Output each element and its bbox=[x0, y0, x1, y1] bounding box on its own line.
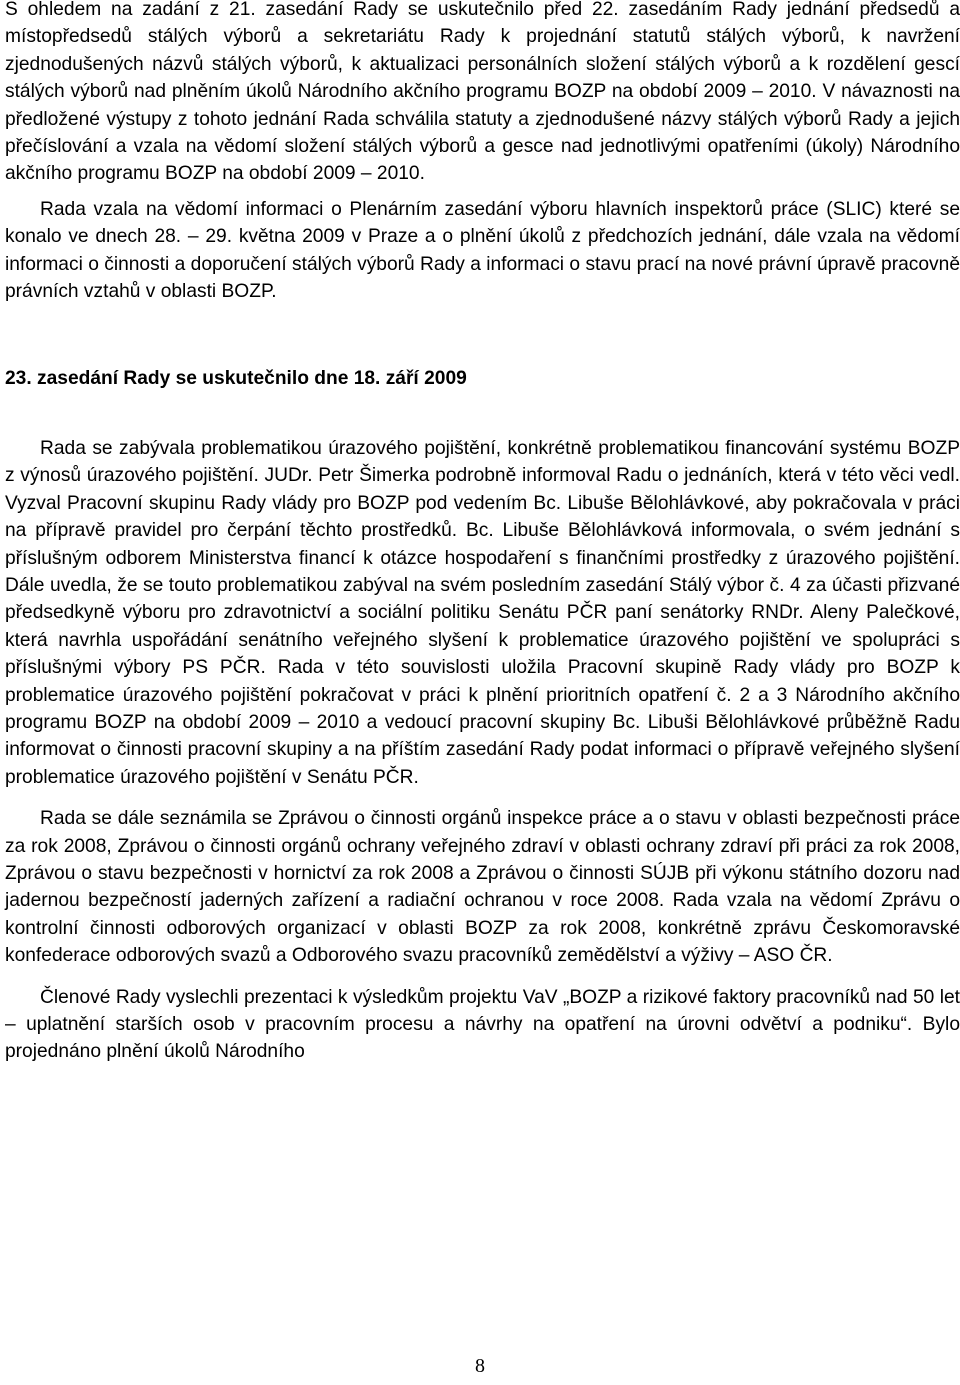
page-number: 8 bbox=[475, 1355, 485, 1377]
paragraph-standing-committees: S ohledem na zadání z 21. zasedání Rady se uskutečnilo před 22. zasedáním Rady jednání předsedů a místopředsedů stálých výborů a sekretariátu Rady k projednání statutů stálých výborů, k navržení zjednodušených názvů stálých výborů, k aktualizaci personálních složení stálých výborů a k rozdělení gescí stálých výborů nad plněním úkolů Národního akčního programu BOZP na období 2009 – 2010. V návaznosti na předložené výstupy z tohoto jednání Rada schválila statuty a zjednodušené názvy stálých výborů Rady a jejich přečíslování a vzala na vědomí složení stálých výborů a gesce nad jednotlivými opatřeními (úkoly) Národního akčního programu BOZP na období 2009 – 2010. bbox=[5, 0, 960, 185]
paragraph-slic-information: Rada vzala na vědomí informaci o Plenárním zasedání výboru hlavních inspektorů práce (SLIC) které se konalo ve dnech 28. – 29. května 2009 v Praze a o plnění úkolů z předchozích jednání, dále vzala na vědomí informaci o činnosti a doporučení stálých výborů Rady a informaci o stavu prací na nové právní úpravě pracovně právních vztahů v oblasti BOZP. bbox=[5, 198, 960, 303]
paragraph-accident-insurance: Rada se zabývala problematikou úrazového pojištění, konkrétně problematikou financování systému BOZP z výnosů úrazového pojištění. JUDr. Petr Šimerka podrobně informoval Radu o jednáních, která v této věci vedl. Vyzval Pracovní skupinu Rady vlády pro BOZP pod vedením Bc. Libuše Bělohlávkové, aby pokračovala v práci na přípravě pravidel pro čerpání těchto prostředků. Bc. Libuše Bělohlávková informovala, o svém jednání s příslušným odborem Ministerstva financí k otázce hospodaření s finančními prostředky z úrazového pojištění. Dále uvedla, že se touto problematikou zabýval na svém posledním zasedání Stálý výbor č. 4 za účasti přizvané předsedkyně výboru pro zdravotnictví a sociální politiku Senátu PČR paní senátorky RNDr. Aleny Palečkové, která navrhla uspořádání senátního veřejného slyšení k problematice úrazového pojištění ve spolupráci s příslušnými výbory PS PČR. Rada v této souvislosti uložila Pracovní skupině Rady vlády pro BOZP k problematice úrazového pojištění pokračovat v práci k plnění prioritních opatření č. 2 a 3 Národního akčního programu BOZP na období 2009 – 2010 a vedoucí pracovní skupiny Bc. Libuši Bělohlávkové průběžně Radu informovat o činnosti pracovní skupiny a na příštím zasedání Rady podat informaci o přípravě veřejného slyšení problematice úrazového pojištění v Senátu PČR. bbox=[5, 437, 960, 788]
section-heading-23rd-meeting: 23. zasedání Rady se uskutečnilo dne 18. září 2009 bbox=[5, 368, 467, 390]
paragraph-reports-2008: Rada se dále seznámila se Zprávou o činnosti orgánů inspekce práce a o stavu v oblasti bezpečnosti práce za rok 2008, Zprávou o činnosti orgánů ochrany veřejného zdraví v oblasti ochrany zdraví při práci za rok 2008, Zprávou o stavu bezpečnosti v hornictví za rok 2008 a Zprávou o činnosti SÚJB při výkonu státního dozoru nad jadernou bezpečností jaderných zařízení a radiační ochranou v roce 2008. Rada vzala na vědomí Zprávu o kontrolní činnosti odborových organizací v oblasti BOZP za rok 2008, konkrétně zprávu Českomoravské konfederace odborových svazů a Odborového svazu pracovníků zemědělství a výživy – ASO ČR. bbox=[5, 808, 960, 967]
document-page bbox=[5, 0, 960, 1066]
paragraph-project-presentation: Členové Rady vyslechli prezentaci k výsledkům projektu VaV „BOZP a rizikové faktory pracovníků nad 50 let – uplatnění starších osob v pracovním procesu a návrhy na opatření na úrovni odvětví a podniku“. Bylo projednáno plnění úkolů Národního bbox=[5, 986, 960, 1063]
